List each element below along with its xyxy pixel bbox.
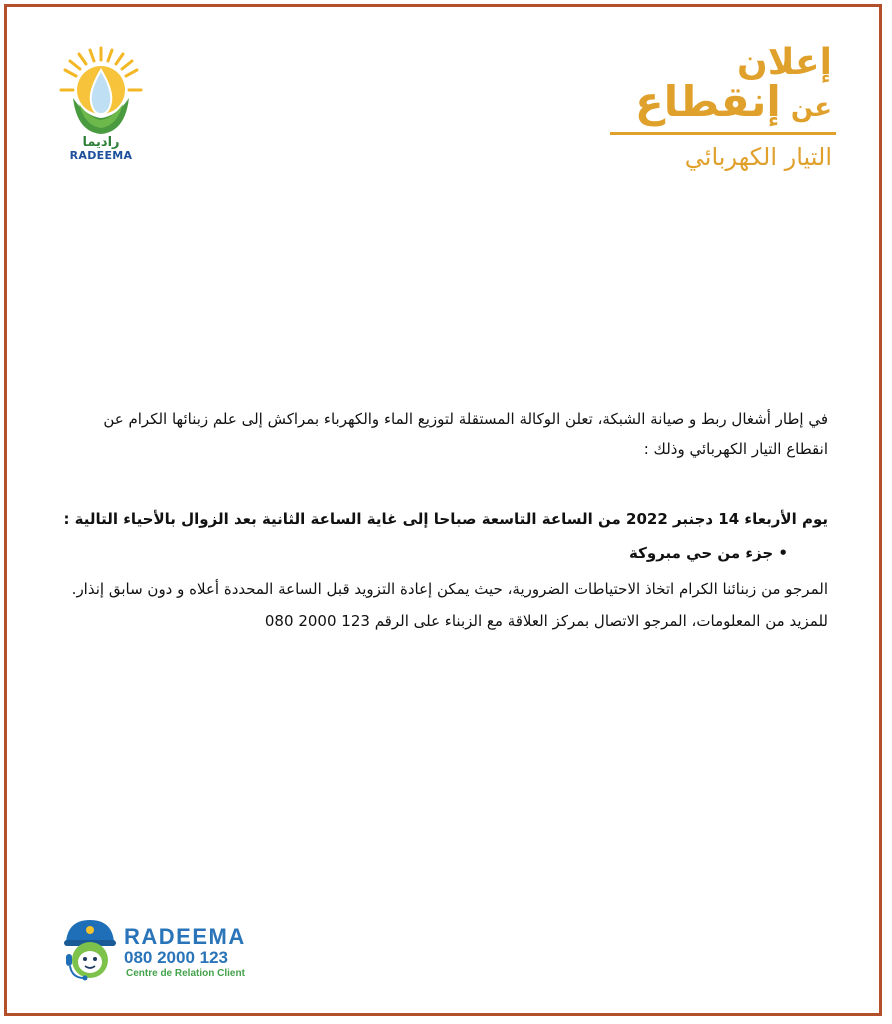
notice-title (596, 44, 836, 171)
notice-line-3: التيار الكهربائي (684, 143, 832, 171)
footer-subtitle: Centre de Relation Client (126, 968, 245, 979)
brand-arabic: راديما (82, 135, 120, 150)
customer-center-logo (58, 916, 268, 986)
notice-line-1: إعلان (737, 42, 832, 83)
announcement-body (58, 404, 828, 632)
notice-line-2-small: عن (790, 93, 832, 123)
notice-line-2-big: إنقطاع (635, 77, 781, 126)
footer-brand-name: RADEEMA (124, 924, 246, 949)
contact-paragraph: للمزيد من المعلومات، المرجو الاتصال بمركز العلاقة مع الزبناء على الرقم 123 2000 080 (264, 612, 828, 630)
notice-divider (610, 132, 836, 135)
notice-line-2 (596, 77, 832, 128)
footer-phone: 080 2000 123 (124, 948, 228, 967)
radeema-logo (56, 46, 146, 176)
mascot-icon (58, 916, 122, 986)
sun-drop-icon (59, 46, 143, 138)
intro-paragraph: في إطار أشغال ربط و صيانة الشبكة، تعلن الوكالة المستقلة لتوزيع الماء والكهرباء بمراكش إلى علم زبنائها الكرام عن انقطاع التيار الكهربائي وذلك : (103, 410, 828, 458)
affected-area-item: • جزء من حي مبروكة (58, 542, 788, 564)
advice-paragraph: المرجو من زبنائنا الكرام اتخاذ الاحتياطات الضرورية، حيث يمكن إعادة التزويد قبل الساعة المحددة أعلاه و دون سابق إنذار. (71, 580, 828, 598)
date-paragraph: يوم الأربعاء 14 دجنبر 2022 من الساعة التاسعة صباحا إلى غاية الساعة الثانية بعد الزوال بالأحياء التالية : (63, 510, 828, 528)
brand-latin: RADEEMA (69, 149, 133, 162)
